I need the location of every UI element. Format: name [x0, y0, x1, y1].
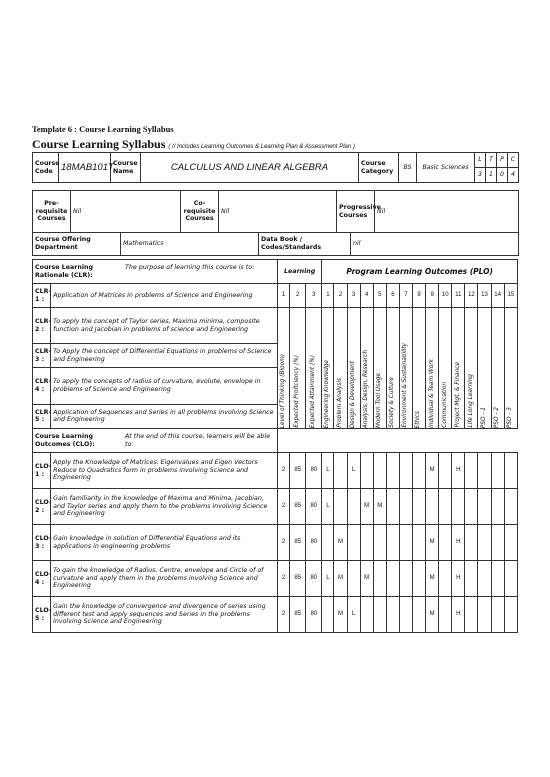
- learning-cell: 80: [306, 597, 322, 633]
- clr-text: To apply the concept of Taylor series, Maxima minima, composite function and Jacobian in problems of science and Engineering: [51, 308, 278, 344]
- plo-cell: M: [334, 525, 347, 561]
- offering-dept-value: Mathematics: [121, 233, 259, 256]
- plo-cell: [399, 525, 412, 561]
- clo-text: Gain the knowledge of convergence and divergence of series using different test and apply sequences and Series in the problems involving Science and Engineering: [51, 597, 278, 633]
- ltpc-value-p: 0: [497, 168, 508, 183]
- plo-cell: [386, 489, 399, 525]
- clr-id: CLR-2 :: [33, 308, 51, 344]
- vertical-label: Design & Development: [349, 360, 356, 428]
- plo-num: 14: [491, 284, 504, 308]
- plo-cell: L: [322, 489, 334, 525]
- clo-text: To gain the knowledge of Radius, Centre, envelope and Circle of of curvature and apply them in the problems involving Science and Engineering: [51, 561, 278, 597]
- plo-cell: [478, 525, 491, 561]
- plo-num: 10: [439, 284, 452, 308]
- learning-num: 3: [306, 284, 322, 308]
- plo-cell: M: [360, 489, 373, 525]
- plo-cell: H: [452, 453, 465, 489]
- course-category-code: BS: [399, 153, 417, 183]
- plo-cell: [504, 525, 517, 561]
- document-title-note: ( // Includes Learning Outcomes & Learning Plan & Assessment Plan ): [168, 144, 355, 150]
- plo-cell: [491, 453, 504, 489]
- ltpc-value-l: 3: [475, 168, 486, 183]
- plo-cell: M: [426, 525, 439, 561]
- plo-cell: [504, 561, 517, 597]
- plo-cell: [413, 561, 426, 597]
- course-category-name: Basic Sciences: [417, 153, 475, 183]
- progressive-label: Progressive Courses: [337, 191, 375, 233]
- vertical-label: PSO - 1: [480, 406, 487, 428]
- vertical-label: Expected Proficiency (%): [294, 355, 301, 428]
- plo-cell: [386, 561, 399, 597]
- plo-cell: [386, 597, 399, 633]
- plo-num: 6: [386, 284, 399, 308]
- vertical-label: PSO - 2: [493, 406, 500, 428]
- plo-cell: [439, 525, 452, 561]
- plo-cell: [465, 453, 478, 489]
- clr-row: [33, 308, 518, 344]
- clr-text: To apply the concepts of radius of curvature, evolute, envelope in problems of Science and Engineering: [51, 368, 278, 404]
- clo-id: CLO-1 :: [33, 453, 51, 489]
- clo-id: CLO-3 :: [33, 525, 51, 561]
- plo-cell: [478, 597, 491, 633]
- plo-num: 2: [334, 284, 347, 308]
- vertical-label: Modern Tool Usage: [376, 372, 383, 428]
- plo-num: 9: [426, 284, 439, 308]
- plo-num: 8: [413, 284, 426, 308]
- plo-cell: M: [334, 561, 347, 597]
- plo-cell: [504, 597, 517, 633]
- clo-row: [33, 561, 518, 597]
- learning-num: 1: [278, 284, 290, 308]
- plo-cell: [465, 525, 478, 561]
- plo-cell: [491, 525, 504, 561]
- vertical-label: Project Mgt. & Finance: [454, 362, 461, 428]
- plo-cell: [491, 489, 504, 525]
- plo-cell: [413, 525, 426, 561]
- offering-table: [32, 232, 519, 256]
- course-category-label: Course Category: [359, 153, 399, 183]
- document-title: [32, 137, 355, 152]
- clr-text: Application of Sequences and Series in all problems involving Science and Engineering: [51, 404, 278, 428]
- clr-label: Course Learning Rationale (CLR):: [35, 263, 94, 279]
- clo-rows: [33, 453, 518, 633]
- plo-cell: [426, 489, 439, 525]
- learning-header: Learning: [278, 260, 322, 284]
- learning-num: 2: [290, 284, 306, 308]
- plo-cell: [334, 453, 347, 489]
- course-code: 18MAB101T: [59, 153, 111, 183]
- learning-cell: 85: [290, 561, 306, 597]
- learning-cell: 80: [306, 489, 322, 525]
- plo-cell: [439, 597, 452, 633]
- plo-cell: [360, 453, 373, 489]
- plo-cell: M: [426, 561, 439, 597]
- vertical-label: Level of Thinking (Bloom): [279, 353, 286, 428]
- plo-cell: [478, 561, 491, 597]
- template-title: Template 6 : Course Learning Syllabus: [32, 124, 174, 134]
- learning-outcomes-table: [32, 259, 518, 633]
- databook-value: nil: [351, 233, 519, 256]
- clr-header: [33, 260, 278, 284]
- corequisite-label: Co-requisite Courses: [181, 191, 219, 233]
- plo-cell: M: [334, 597, 347, 633]
- plo-num: 15: [504, 284, 517, 308]
- plo-cell: [504, 453, 517, 489]
- plo-cell: [452, 489, 465, 525]
- plo-cell: [413, 453, 426, 489]
- learning-cell: 2: [278, 453, 290, 489]
- plo-cell: [347, 561, 360, 597]
- clr-id: CLR-1 :: [33, 284, 51, 308]
- vertical-label: Problem Analysis: [336, 378, 343, 428]
- learning-cell: 80: [306, 453, 322, 489]
- plo-cell: M: [426, 597, 439, 633]
- ltpc-header-t: T: [486, 153, 497, 168]
- prerequisite-label: Pre-requisite Courses: [33, 191, 71, 233]
- databook-label: Data Book / Codes/Standards: [259, 233, 351, 256]
- clo-id: CLO-5 :: [33, 597, 51, 633]
- plo-cell: [399, 561, 412, 597]
- plo-num: 3: [347, 284, 360, 308]
- plo-cell: [478, 489, 491, 525]
- vertical-label: PSO - 3: [507, 406, 514, 428]
- learning-cell: 2: [278, 561, 290, 597]
- plo-cell: [373, 597, 386, 633]
- clr-purpose: The purpose of learning this course is to:: [125, 263, 255, 271]
- plo-header: Program Learning Outcomes (PLO): [322, 260, 518, 284]
- plo-num: 4: [360, 284, 373, 308]
- clo-row: [33, 525, 518, 561]
- plo-cell: L: [322, 453, 334, 489]
- vertical-label: Analysis, Design, Research: [363, 349, 370, 428]
- plo-cell: [439, 561, 452, 597]
- learning-cell: 2: [278, 489, 290, 525]
- learning-cell: 85: [290, 525, 306, 561]
- plo-cell: [399, 489, 412, 525]
- vertical-label: Society & Culture: [389, 377, 396, 428]
- vertical-label: Ethics: [415, 410, 422, 428]
- plo-cell: L: [347, 597, 360, 633]
- progressive-value: Nil: [375, 191, 519, 233]
- plo-cell: [465, 489, 478, 525]
- clo-text: Apply the Knowledge of Matrices, Eigenvalues and Eigen Vectors Reduce to Quadratics form in problems involving Science and Engineering: [51, 453, 278, 489]
- plo-cell: H: [452, 561, 465, 597]
- course-info-table: [32, 152, 519, 183]
- plo-num: 1: [322, 284, 334, 308]
- plo-cell: [413, 489, 426, 525]
- vertical-label: Individual & Team Work: [428, 359, 435, 428]
- plo-num: 11: [452, 284, 465, 308]
- learning-cell: 2: [278, 525, 290, 561]
- plo-cell: [465, 597, 478, 633]
- plo-cell: [491, 561, 504, 597]
- plo-cell: H: [452, 525, 465, 561]
- plo-cell: [478, 453, 491, 489]
- learning-cell: 80: [306, 525, 322, 561]
- clr-id: CLR-4 :: [33, 368, 51, 404]
- ltpc-header-p: P: [497, 153, 508, 168]
- clo-row: [33, 489, 518, 525]
- clr-id: CLR-5 :: [33, 404, 51, 428]
- plo-cell: [334, 489, 347, 525]
- clo-header: [33, 429, 278, 453]
- clo-id: CLO-4 :: [33, 561, 51, 597]
- plo-cell: [373, 525, 386, 561]
- course-code-label: Course Code: [33, 153, 59, 183]
- vertical-label: Environment & Sustainability: [402, 343, 409, 428]
- plo-cell: H: [452, 597, 465, 633]
- plo-cell: [439, 489, 452, 525]
- clo-text: Gain knowledge in solution of Differential Equations and its applications in engineering problems: [51, 525, 278, 561]
- plo-cell: [439, 453, 452, 489]
- course-name: CALCULUS AND LINEAR ALGEBRA: [141, 153, 359, 183]
- plo-num: 12: [465, 284, 478, 308]
- plo-cell: [373, 561, 386, 597]
- plo-cell: [386, 525, 399, 561]
- plo-num: 5: [373, 284, 386, 308]
- clr-text: Application of Matrices in problems of Science and Engineering: [51, 284, 278, 308]
- learning-cell: 85: [290, 597, 306, 633]
- vertical-label: Expected Attainment (%): [310, 354, 317, 428]
- ltpc-value-t: 1: [486, 168, 497, 183]
- clo-row: [33, 453, 518, 489]
- prerequisite-value: Nil: [71, 191, 181, 233]
- vertical-label: Engineering Knowledge: [324, 359, 331, 428]
- plo-cell: [322, 597, 334, 633]
- clo-text: Gain familiarity in the knowledge of Maxima and Minima, Jacobian, and Taylor series and apply them to the problems involving Science and Engineering: [51, 489, 278, 525]
- clr-id: CLR-3 :: [33, 344, 51, 368]
- clr-row: [33, 284, 518, 308]
- plo-cell: [322, 525, 334, 561]
- plo-cell: [491, 597, 504, 633]
- plo-num: 7: [399, 284, 412, 308]
- plo-cell: L: [322, 561, 334, 597]
- learning-cell: 85: [290, 453, 306, 489]
- vertical-label: Communication: [441, 382, 448, 428]
- offering-dept-label: Course Offering Department: [33, 233, 121, 256]
- learning-cell: 80: [306, 561, 322, 597]
- clr-text: To Apply the concept of Differential Equations in problems of Science and Engineering: [51, 344, 278, 368]
- ltpc-value-c: 4: [508, 168, 519, 183]
- prerequisite-table: [32, 190, 519, 233]
- corequisite-value: Nil: [219, 191, 337, 233]
- clo-intro: At the end of this course, learners will be able to:: [125, 432, 271, 448]
- plo-cell: [504, 489, 517, 525]
- plo-cell: [386, 453, 399, 489]
- plo-cell: [360, 597, 373, 633]
- plo-cell: [465, 561, 478, 597]
- ltpc-header-c: C: [508, 153, 519, 168]
- plo-cell: [399, 597, 412, 633]
- plo-cell: [413, 597, 426, 633]
- plo-cell: M: [426, 453, 439, 489]
- vertical-label: Life Long Learning: [467, 374, 474, 428]
- plo-cell: M: [373, 489, 386, 525]
- learning-cell: 85: [290, 489, 306, 525]
- document-title-text: Course Learning Syllabus: [32, 137, 166, 151]
- plo-cell: [347, 525, 360, 561]
- clo-id: CLO-2 :: [33, 489, 51, 525]
- course-name-label: Course Name: [111, 153, 141, 183]
- plo-cell: M: [360, 561, 373, 597]
- plo-cell: [347, 489, 360, 525]
- plo-cell: [360, 525, 373, 561]
- plo-cell: [399, 453, 412, 489]
- plo-num: 13: [478, 284, 491, 308]
- ltpc-header-l: L: [475, 153, 486, 168]
- clo-row: [33, 597, 518, 633]
- plo-cell: [373, 453, 386, 489]
- learning-cell: 2: [278, 597, 290, 633]
- clo-label: Course Learning Outcomes (CLO):: [35, 432, 95, 448]
- plo-cell: L: [347, 453, 360, 489]
